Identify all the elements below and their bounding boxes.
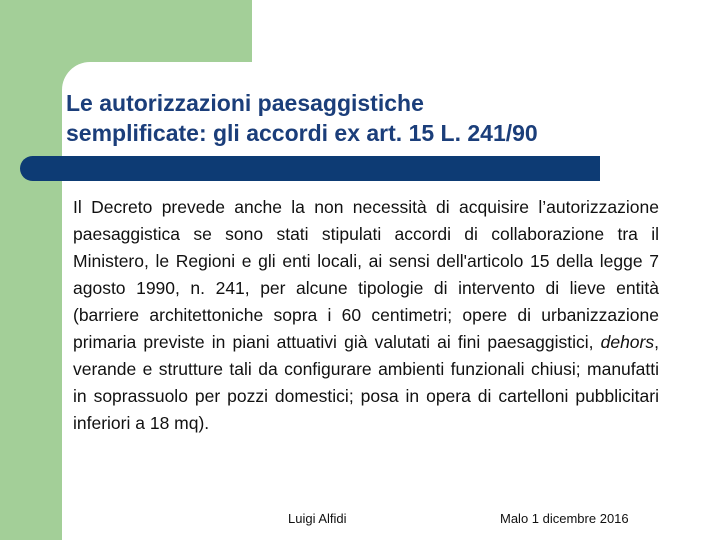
body-text-italic-term: dehors [600,332,655,352]
footer-date: Malo 1 dicembre 2016 [500,511,629,526]
slide-title: Le autorizzazioni paesaggistiche semplificate: gli accordi ex art. 15 L. 241/90 [66,90,538,146]
green-decoration-strip [0,0,62,540]
body-text-part-2: , verande e strutture tali da configurare ambienti funzionali chiusi; manufatti in soprassuolo per pozzi domestici; posa in opera di cartelloni pubblicitari inferiori a 18 mq). [73,332,659,433]
footer-author: Luigi Alfidi [288,511,347,526]
title-underline-bar [20,156,600,181]
body-text-part-1: Il Decreto prevede anche la non necessità di acquisire l’autorizzazione paesaggistica se sono stati stipulati accordi di collaborazione tra il Ministero, le Regioni e gli enti locali, ai sensi dell'articolo 15 della legge 7 agosto 1990, n. 241, per alcune tipologie di intervento di lieve entità (barriere architettoniche sopra i 60 centimetri; opere di urbanizzazione primaria previste in piani attuativi già valutati ai fini paesaggistici, [73,197,659,352]
slide-body-text [73,194,659,437]
